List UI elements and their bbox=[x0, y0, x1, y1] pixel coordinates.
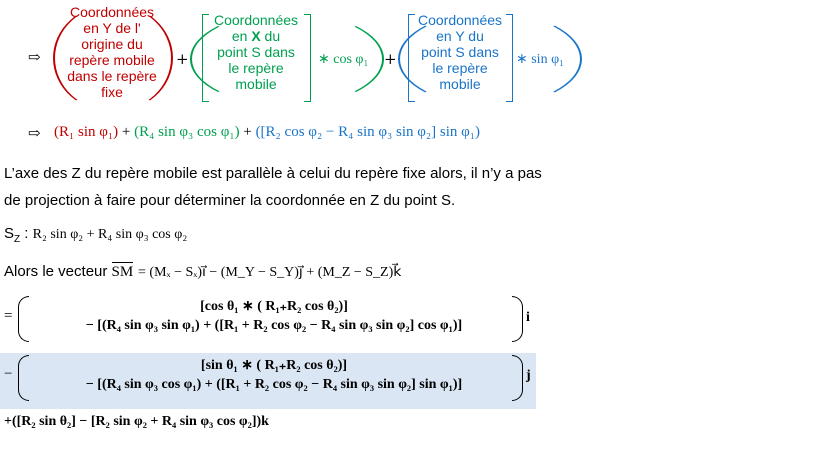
plus-sign-2: + bbox=[384, 50, 397, 68]
blue-factor: ∗ sin φ₁ bbox=[516, 52, 565, 67]
i-block-right-paren bbox=[512, 296, 523, 342]
green-term-text bbox=[208, 12, 304, 92]
sz-expression: R₂ sin φ₂ + R₄ sin φ₃ cos φ₂ bbox=[32, 227, 188, 242]
implies-arrow-2: ⇨ bbox=[28, 124, 41, 142]
green-line-1: Coordonnées bbox=[213, 12, 299, 28]
blue-line-1: Coordonnées bbox=[417, 12, 503, 28]
k-line-expression: +([R₂ sin θ₂] − [R₂ sin φ₂ + R₄ sin φ₃ cos φ₂])k⃗ bbox=[4, 414, 280, 429]
paragraph-line-2: de projection à faire pour déterminer la coordonnée en Z du point S. bbox=[4, 192, 456, 209]
red-line-3: origine du bbox=[81, 36, 143, 52]
i-block-top: [cos θ₁ ∗ ( R₁₊R₂ cos θ₂)] bbox=[200, 299, 348, 314]
vector-sm-symbol: SM bbox=[111, 264, 134, 280]
paragraph-line-1: L’axe des Z du repère mobile est parallèle à celui du repère fixe alors, il n’y a pas bbox=[4, 165, 542, 182]
blue-line-3: point S dans bbox=[421, 44, 499, 60]
j-block-top: [sin θ₁ ∗ ( R₁₊R₂ cos θ₂)] bbox=[200, 358, 348, 373]
red-line-5: dans le repère bbox=[67, 68, 157, 84]
sz-label: $S_Z$ bbox=[4, 225, 21, 245]
red-line-4: repère mobile bbox=[69, 52, 155, 68]
blue-term-text bbox=[412, 12, 508, 92]
implies-arrow-1: ⇨ bbox=[28, 48, 41, 66]
i-block-prefix: = bbox=[4, 308, 13, 324]
i-block-bottom: − [(R₄ sin φ₃ sin φ₁) + ([R₁ + R₂ cos φ₂ − R₄ sin φ₃ sin φ₂] cos φ₁)] bbox=[85, 318, 463, 333]
j-block-prefix: − bbox=[4, 366, 13, 382]
blue-line-5: mobile bbox=[439, 76, 481, 92]
green-bold-axis: X bbox=[251, 28, 261, 44]
explanation-paragraph bbox=[4, 160, 542, 214]
j-unit-vector: j⃗ bbox=[526, 368, 542, 383]
line2-plus-2: + bbox=[243, 124, 252, 140]
green-line-2: en X du bbox=[231, 28, 281, 44]
red-line-6: fixe bbox=[101, 84, 123, 100]
vector-arrow-bar bbox=[112, 262, 134, 263]
line2-expression bbox=[54, 124, 480, 141]
vector-sm-line bbox=[4, 262, 401, 281]
red-line-2: en Y de l' bbox=[83, 20, 141, 36]
line2-blue-term: ([R₂ cos φ₂ − R₄ sin φ₃ sin φ₂] sin φ₁) bbox=[255, 124, 481, 140]
line2-red-term: (R₁ sin φ₁) bbox=[54, 124, 119, 140]
j-block-right-paren bbox=[512, 355, 523, 401]
line2-plus-1: + bbox=[121, 124, 131, 140]
plus-sign-1: + bbox=[176, 50, 189, 68]
sz-definition: $S_Z$ : R₂ sin φ₂ + R₄ sin φ₃ cos φ₂ bbox=[4, 225, 188, 245]
i-unit-vector: i⃗ bbox=[526, 310, 541, 325]
green-line-5: mobile bbox=[235, 76, 277, 92]
green-line-3: point S dans bbox=[217, 44, 295, 60]
red-line-1: Coordonnées bbox=[69, 4, 155, 20]
vector-expression: = (Mₓ − Sₓ)i⃗ − (M_Y − S_Y)j⃗ + (M_Z − S_Z)k⃗ bbox=[138, 265, 402, 280]
green-bracket-right bbox=[304, 14, 311, 102]
vector-lead-text: Alors le vecteur bbox=[4, 263, 112, 280]
blue-line-4: le repère bbox=[432, 60, 488, 76]
blue-line-2: en Y du bbox=[436, 28, 484, 44]
red-term-text bbox=[60, 4, 164, 100]
j-block-bottom: − [(R₄ sin φ₃ cos φ₁) + ([R₁ + R₂ cos φ₂ − R₄ sin φ₃ sin φ₂] sin φ₁)] bbox=[85, 377, 463, 392]
line2-green-term: (R₄ sin φ₃ cos φ₁) bbox=[134, 124, 240, 140]
green-line-4: le repère bbox=[228, 60, 284, 76]
green-factor: ∗ cos φ₁ bbox=[318, 52, 369, 67]
